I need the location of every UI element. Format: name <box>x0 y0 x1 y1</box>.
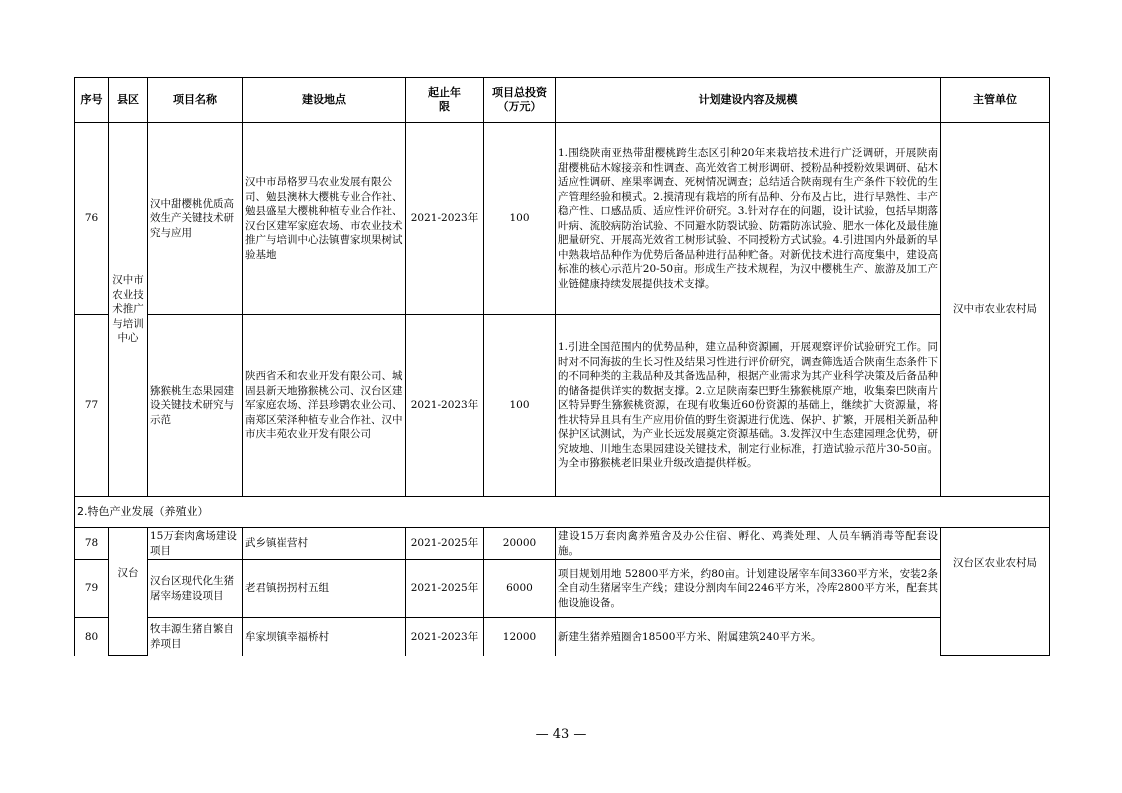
project-location: 汉中市昂格罗马农业发展有限公司、勉县澳林大樱桃专业合作社、勉县盛星大樱桃种植专业合作社、汉台区建军家庭农场、市农业技术推广与培训中心法镇曹家坝果树试验基地 <box>243 123 406 315</box>
project-location: 牟家坝镇幸福桥村 <box>243 618 406 656</box>
unit-cell: 汉台区农业农村局 <box>941 528 1050 656</box>
project-investment: 20000 <box>484 528 556 560</box>
header-no: 序号 <box>75 78 109 123</box>
project-name: 15万套肉禽场建设项目 <box>148 528 243 560</box>
project-location: 武乡镇崔营村 <box>243 528 406 560</box>
project-investment: 100 <box>484 123 556 315</box>
project-content: 1.引进全国范围内的优势品种，建立品种资源圃，开展观察评价试验研究工作。同时对不同海拔的生长习性及结果习性进行评价研究，调查筛选适合陕南生态条件下的不同种类的主栽品种及其备选品种，根据产业需求为其产业科学决策及后备品种的储备提供详实的数据支撑。2.立足陕南秦巴野生猕猴桃原产地，收集秦巴陕南片区特异野生猕猴桃资源，在现有收集近60份资源的基础上，继续扩大资源量，将性状特异且具有生产应用价值的野生资源进行优选、保护、扩繁，开展相关新品种保护区试测试，为产业长远发展奠定资源基础。3.发挥汉中生态建园理念优势，研究坡地、川地生态果园建设关键技术，制定行业标准，打造试验示范片30-50亩。为全市猕猴桃老旧果业升级改造提供样板。 <box>556 315 941 497</box>
table-row <box>75 315 1050 497</box>
table-row <box>75 560 1050 618</box>
row-no: 79 <box>75 560 109 618</box>
project-period: 2021-2023年 <box>406 123 484 315</box>
project-content: 建设15万套肉禽养殖舍及办公住宿、孵化、鸡粪处理、人员车辆消毒等配套设施。 <box>556 528 941 560</box>
header-name: 项目名称 <box>148 78 243 123</box>
project-location: 陕西省禾和农业开发有限公司、城固县新天地猕猴桃公司、汉台区建军家庭农场、洋县珍鹮农业公司、南郑区荣泽种植专业合作社、汉中市庆丰苑农业开发有限公司 <box>243 315 406 497</box>
header-content: 计划建设内容及规模 <box>556 78 941 123</box>
table-row <box>75 123 1050 315</box>
header-county: 县区 <box>109 78 148 123</box>
project-name: 牧丰源生猪自繁自养项目 <box>148 618 243 656</box>
project-name: 汉中甜樱桃优质高效生产关键技术研究与应用 <box>148 123 243 315</box>
project-content: 新建生猪养殖圈舍18500平方米、附属建筑240平方米。 <box>556 618 941 656</box>
row-no: 77 <box>75 315 109 497</box>
header-unit: 主管单位 <box>941 78 1050 123</box>
project-investment: 100 <box>484 315 556 497</box>
project-investment: 6000 <box>484 560 556 618</box>
project-content: 项目规划用地 52800平方米，约80亩。计划建设屠宰车间3360平方米，安装2条全自动生猪屠宰生产线；建设分割肉车间2246平方米，冷库2800平方米，配套其他设施设备。 <box>556 560 941 618</box>
project-name: 猕猴桃生态果园建设关键技术研究与示范 <box>148 315 243 497</box>
section-title: 2.特色产业发展（养殖业） <box>75 497 1050 528</box>
header-location: 建设地点 <box>243 78 406 123</box>
project-location: 老君镇拐拐村五组 <box>243 560 406 618</box>
header-investment: 项目总投资（万元） <box>484 78 556 123</box>
header-period: 起止年限 <box>406 78 484 123</box>
project-investment: 12000 <box>484 618 556 656</box>
table-row <box>75 618 1050 656</box>
project-period: 2021-2023年 <box>406 315 484 497</box>
row-no: 80 <box>75 618 109 656</box>
project-table <box>74 77 1050 656</box>
unit-cell: 汉中市农业农村局 <box>941 123 1050 497</box>
table-header-row <box>75 78 1050 123</box>
project-period: 2021-2025年 <box>406 528 484 560</box>
table-row <box>75 528 1050 560</box>
section-row <box>75 497 1050 528</box>
project-content: 1.围绕陕南亚热带甜樱桃跨生态区引种20年来栽培技术进行广泛调研，开展陕南甜樱桃砧木嫁接亲和性调查、高光效省工树形调研、授粉品种授粉效果调研、砧木适应性调研、座果率调查、死树情况调查；总结适合陕南现有生产条件下较优的生产管理经验和模式。2.摸清现有栽培的所有品种、分布及占比，进行早熟性、丰产稳产性、口感品质、适应性评价研究。3.针对存在的问题，设计试验，包括早期落叶病、流胶病防治试验、不同避水防裂试验、防霜防冻试验、肥水一体化及最佳施肥量研究、开展高光效省工树形试验、不同授粉方式试验。4.引进国内外最新的早中熟栽培品种作为优势后备品种进行品种贮备。对新优技术进行高度集中，建设高标准的核心示范片20-50亩。形成生产技术规程，为汉中樱桃生产、旅游及加工产业链健康持续发展提供技术支撑。 <box>556 123 941 315</box>
county-cell: 汉中市农业技术推广与培训中心 <box>109 123 148 497</box>
row-no: 78 <box>75 528 109 560</box>
project-name: 汉台区现代化生猪屠宰场建设项目 <box>148 560 243 618</box>
project-period: 2021-2025年 <box>406 560 484 618</box>
project-period: 2021-2023年 <box>406 618 484 656</box>
row-no: 76 <box>75 123 109 315</box>
page-number: — 43 — <box>535 727 587 742</box>
county-cell: 汉台 <box>109 528 148 656</box>
